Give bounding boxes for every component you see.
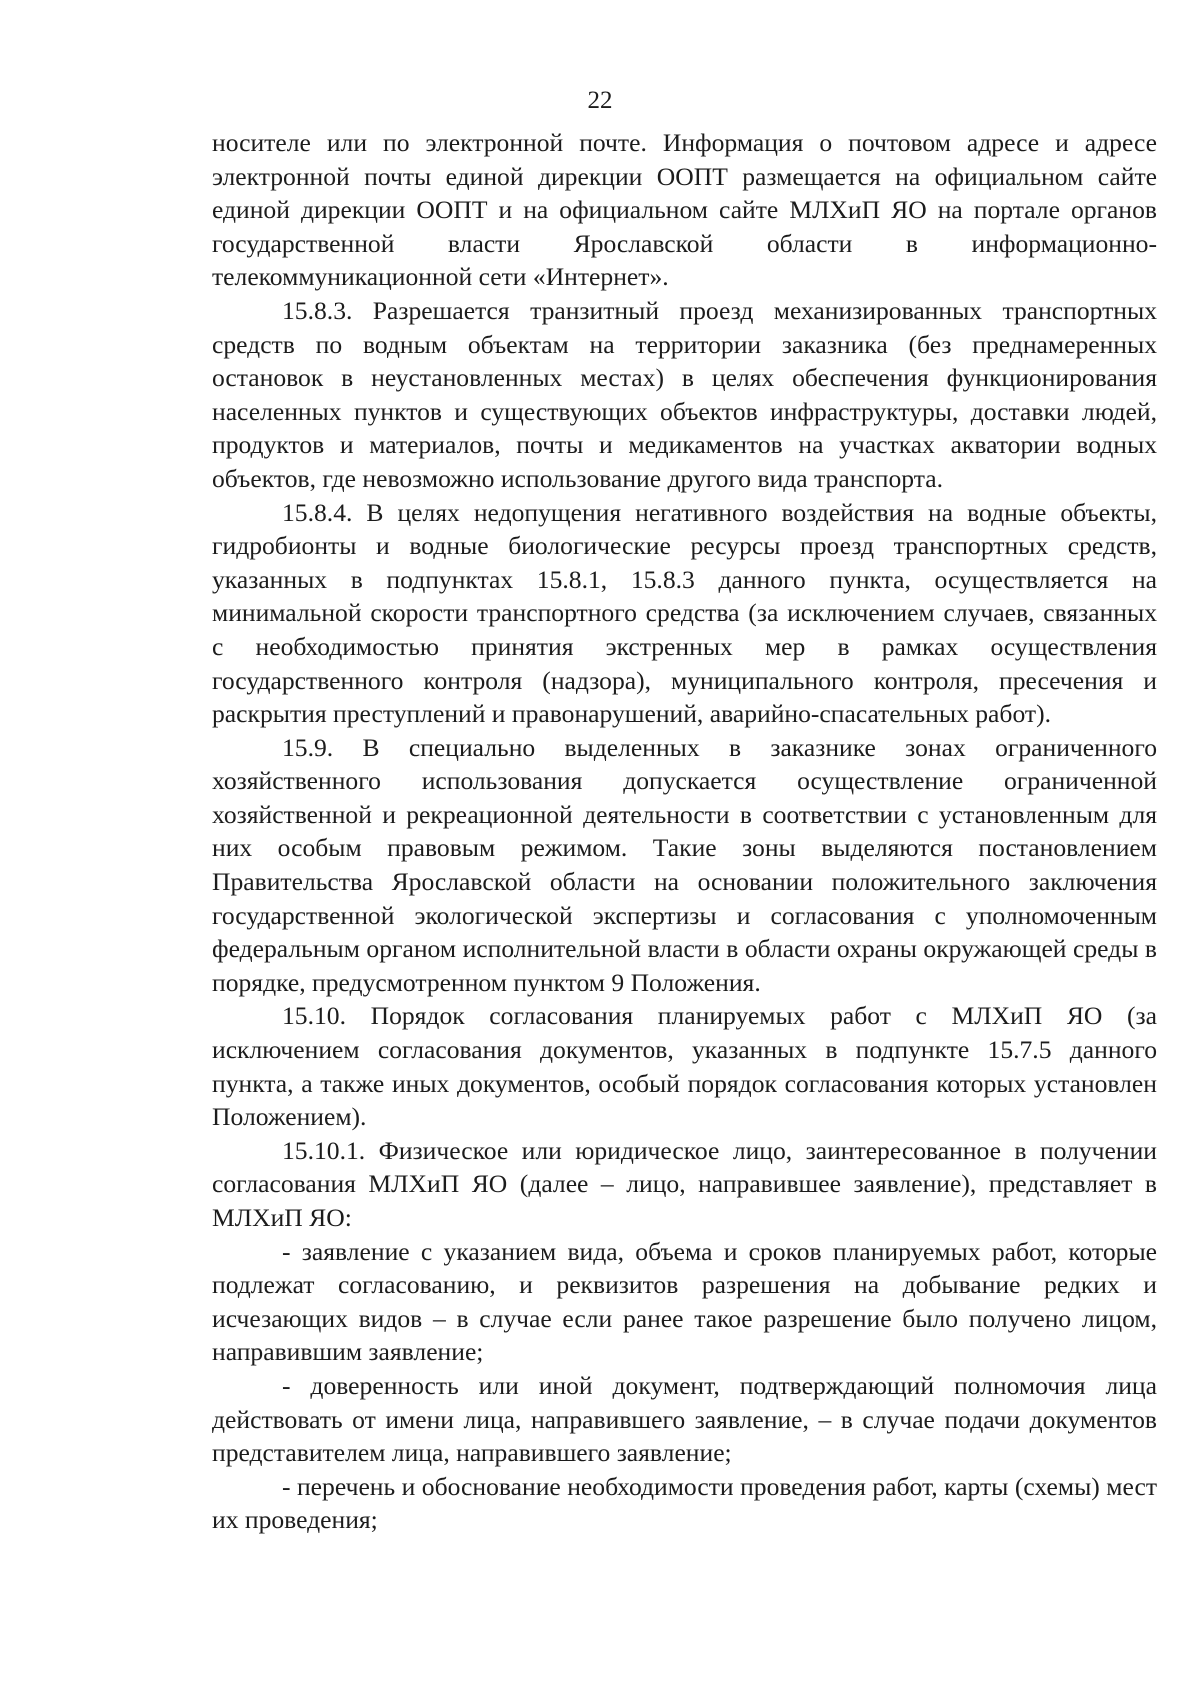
- paragraph-15-8-3: 15.8.3. Разрешается транзитный проезд механизированных транспортных средств по водным объектам на территории заказника (без преднамеренных остановок в неустановленных местах) в целях обеспечения функционирования населенных пунктов и существующих объектов инфраструктуры, доставки людей, продуктов и материалов, почты и медикаментов на участках акватории водных объектов, где невозможно использование другого вида транспорта.: [212, 295, 1157, 493]
- page-number: 22: [587, 87, 613, 114]
- list-item-power-of-attorney: - доверенность или иной документ, подтверждающий полномочия лица действовать от имени лица, направившего заявление, – в случае подачи документов представителем лица, направившего заявление;: [212, 1370, 1157, 1468]
- paragraph-15-9: 15.9. В специально выделенных в заказнике зонах ограниченного хозяйственного использования допускается осуществление ограниченной хозяйственной и рекреационной деятельности в соответствии с установленным для них особым правовым режимом. Такие зоны выделяются постановлением Правительства Ярославской области на основании положительного заключения государственной экологической экспертизы и согласования с уполномоченным федеральным органом исполнительной власти в области охраны окружающей среды в порядке, предусмотренном пунктом 9 Положения.: [212, 732, 1157, 997]
- paragraph-15-10-1: 15.10.1. Физическое или юридическое лицо, заинтересованное в получении согласования МЛХиП ЯО (далее – лицо, направившее заявление), представляет в МЛХиП ЯО:: [212, 1135, 1157, 1232]
- document-body: [212, 126, 1157, 1537]
- paragraph-15-10: 15.10. Порядок согласования планируемых работ с МЛХиП ЯО (за исключением согласования документов, указанных в подпункте 15.7.5 данного пункта, а также иных документов, особый порядок согласования которых установлен Положением).: [212, 1001, 1157, 1132]
- list-item-works-justification: - перечень и обоснование необходимости проведения работ, карты (схемы) мест их проведения;: [212, 1471, 1157, 1535]
- paragraph-continuation: носителе или по электронной почте. Информация о почтовом адресе и адресе электронной почты единой дирекции ООПТ размещается на официальном сайте единой дирекции ООПТ и на официальном сайте МЛХиП ЯО на портале органов государственной власти Ярославской области в информационно-телекоммуникационной сети «Интернет».: [212, 128, 1157, 292]
- list-item-application: - заявление с указанием вида, объема и сроков планируемых работ, которые подлежат согласованию, и реквизитов разрешения на добывание редких и исчезающих видов – в случае если ранее такое разрешение было получено лицом, направившим заявление;: [212, 1236, 1157, 1367]
- paragraph-15-8-4: 15.8.4. В целях недопущения негативного воздействия на водные объекты, гидробионты и водные биологические ресурсы проезд транспортных средств, указанных в подпунктах 15.8.1, 15.8.3 данного пункта, осуществляется на минимальной скорости транспортного средства (за исключением случаев, связанных с необходимостью принятия экстренных мер в рамках осуществления государственного контроля (надзора), муниципального контроля, пресечения и раскрытия преступлений и правонарушений, аварийно-спасательных работ).: [212, 497, 1157, 729]
